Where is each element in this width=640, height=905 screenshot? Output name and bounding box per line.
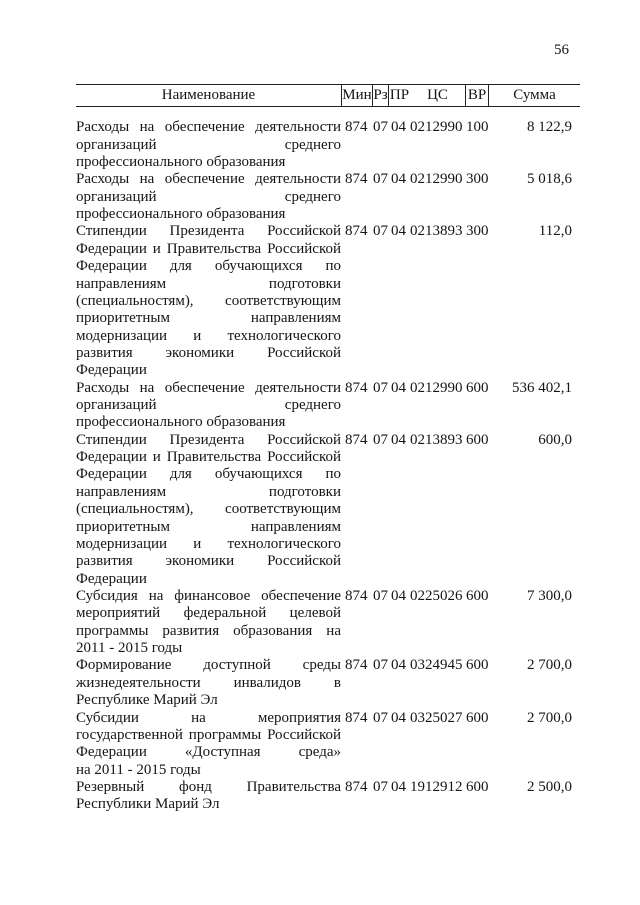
code-rz: 07 [373,171,388,188]
name-line: мероприятий федеральной целевой [76,605,341,622]
name-line: Расходы на обеспечение деятельности [76,379,341,396]
name-line: Формирование доступной среды [76,657,341,674]
name-line: на 2011 - 2015 годы [76,761,201,778]
name-line: Расходы на обеспечение деятельности [76,119,341,136]
code-vr: 600 [466,778,489,795]
name-line: профессионального образования [76,414,286,431]
code-min: 874 [345,431,368,448]
code-cs: 0325027 [410,709,463,726]
code-pr: 04 [391,223,406,240]
amount: 536 402,1 [512,379,572,396]
table-body [76,119,580,813]
code-pr: 04 [391,431,406,448]
name-line: Республики Марий Эл [76,796,220,813]
code-min: 874 [345,709,368,726]
name-line: организаций среднего [76,397,341,414]
code-min: 874 [345,379,368,396]
header-vr: ВР [465,85,489,106]
code-cs: 0212990 [410,171,463,188]
name-line: (специальностям), соответствующим [76,501,341,518]
name-line: Субсидия на финансовое обеспечение [76,588,341,604]
row-name [76,779,341,814]
amount: 600,0 [538,431,572,448]
name-line: Федерации для обучающихся по [76,466,341,483]
amount: 2 700,0 [527,657,572,674]
code-vr: 600 [466,709,489,726]
name-line: Федерации для обучающихся по [76,258,341,275]
amount: 2 500,0 [527,778,572,795]
code-cs: 0213893 [410,223,463,240]
code-pr: 04 [391,709,406,726]
row-name [76,119,341,171]
header-pr: ПР [388,85,410,106]
name-line: 2011 - 2015 годы [76,640,183,657]
name-line: направлениям подготовки [76,275,341,292]
name-line: Республике Марий Эл [76,692,218,709]
amount: 2 700,0 [527,709,572,726]
amount: 7 300,0 [527,588,572,604]
code-cs: 0324945 [410,657,463,674]
row-name [76,710,341,779]
code-cs: 0212990 [410,119,463,136]
code-pr: 04 [391,171,406,188]
name-line: Федерации [76,362,147,379]
code-pr: 04 [391,778,406,795]
name-line: модернизации и технологического [76,535,341,552]
code-min: 874 [345,223,368,240]
name-line: развития экономики Российской [76,553,341,570]
code-vr: 300 [466,223,489,240]
name-line: приоритетным направлениям [76,518,341,535]
row-name [76,380,341,432]
code-cs: 1912912 [410,778,463,795]
code-vr: 300 [466,171,489,188]
code-pr: 04 [391,588,406,604]
name-line: Резервный фонд Правительства [76,778,341,795]
table-row [76,380,580,432]
row-name [76,432,341,588]
code-rz: 07 [373,119,388,136]
code-min: 874 [345,778,368,795]
name-line: профессионального образования [76,154,286,171]
name-line: государственной программы Российской [76,726,341,743]
name-line: направлениям подготовки [76,483,341,500]
header-cs: ЦС [427,87,448,103]
name-line: Субсидии на мероприятия [76,709,341,726]
table-row [76,588,580,657]
amount: 8 122,9 [527,119,572,136]
name-line: (специальностям), соответствующим [76,292,341,309]
header-sum: Сумма [513,87,556,103]
table-row [76,223,580,379]
row-name [76,588,341,657]
name-line: Расходы на обеспечение деятельности [76,171,341,188]
name-line: развития экономики Российской [76,344,341,361]
row-name [76,223,341,379]
code-rz: 07 [373,223,388,240]
name-line: Федерации «Доступная среда» [76,744,341,761]
code-vr: 600 [466,379,489,396]
name-line: Федерации [76,570,147,587]
amount: 5 018,6 [527,171,572,188]
code-min: 874 [345,657,368,674]
header-min: Мин [341,85,372,106]
table-header [76,84,580,107]
row-name [76,171,341,223]
code-vr: 600 [466,431,489,448]
code-rz: 07 [373,778,388,795]
header-rz: Рз [372,85,388,106]
code-min: 874 [345,119,368,136]
code-pr: 04 [391,379,406,396]
code-min: 874 [345,588,368,604]
table-row [76,171,580,223]
code-vr: 600 [466,588,489,604]
name-line: организаций среднего [76,136,341,153]
table-row [76,432,580,588]
amount: 112,0 [538,223,572,240]
name-line: Стипендии Президента Российской [76,223,341,240]
name-line: Стипендии Президента Российской [76,431,341,448]
code-vr: 100 [466,119,489,136]
code-cs: 0212990 [410,379,463,396]
code-vr: 600 [466,657,489,674]
name-line: жизнедеятельности инвалидов в [76,674,341,691]
code-rz: 07 [373,588,388,604]
code-pr: 04 [391,657,406,674]
name-line: модернизации и технологического [76,327,341,344]
table-row [76,710,580,779]
code-rz: 07 [373,431,388,448]
name-line: программы развития образования на [76,622,341,639]
table-row [76,119,580,171]
name-line: приоритетным направлениям [76,310,341,327]
table-row [76,779,580,814]
name-line: Федерации и Правительства Российской [76,449,341,466]
code-min: 874 [345,171,368,188]
code-cs: 0225026 [410,588,463,604]
name-line: профессионального образования [76,206,286,223]
page-number: 56 [554,42,569,58]
code-rz: 07 [373,657,388,674]
code-rz: 07 [373,379,388,396]
name-line: организаций среднего [76,188,341,205]
name-line: Федерации и Правительства Российской [76,240,341,257]
code-rz: 07 [373,709,388,726]
table-row [76,657,580,709]
code-pr: 04 [391,119,406,136]
row-name [76,657,341,709]
header-name: Наименование [161,87,256,103]
code-cs: 0213893 [410,431,463,448]
